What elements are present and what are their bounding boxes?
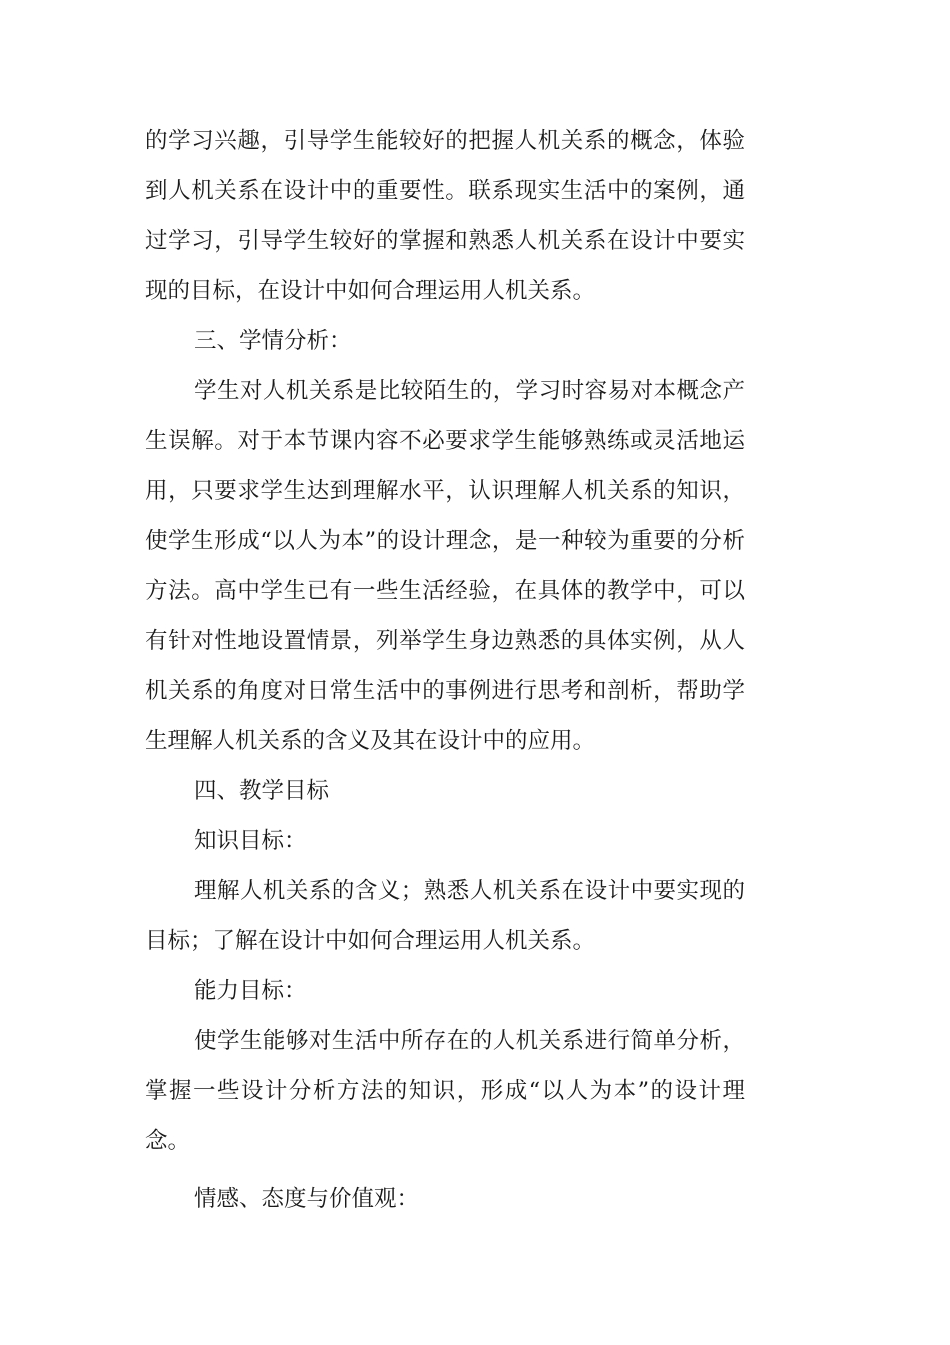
paragraph-learning-analysis: 学生对人机关系是比较陌生的，学习时容易对本概念产生误解。对于本节课内容不必要求学生能够熟练或灵活地运用，只要求学生达到理解水平，认识理解人机关系的知识，使学生形成“以人为本”的设计理念，是一种较为重要的分析方法。高中学生已有一些生活经验，在具体的教学中，可以有针对性地设置情景，列举学生身边熟悉的具体实例，从人机关系的角度对日常生活中的事例进行思考和剖析，帮助学生理解人机关系的含义及其在设计中的应用。 — [145, 378, 745, 754]
heading-emotion-goals: 情感、态度与价值观： — [194, 1186, 420, 1212]
paragraph-ability-goals: 使学生能够对生活中所存在的人机关系进行简单分析，掌握一些设计分析方法的知识，形成“以人为本”的设计理念。 — [145, 1028, 745, 1154]
document-body — [145, 116, 745, 1224]
heading-ability-goals: 能力目标： — [194, 978, 307, 1004]
paragraph-knowledge-goals: 理解人机关系的含义；熟悉人机关系在设计中要实现的目标；了解在设计中如何合理运用人机关系。 — [145, 878, 745, 954]
heading-knowledge-goals: 知识目标： — [194, 828, 307, 854]
heading-learning-analysis: 三、学情分析： — [194, 328, 352, 354]
heading-teaching-goals: 四、教学目标 — [194, 778, 330, 804]
paragraph-intro: 的学习兴趣，引导学生能较好的把握人机关系的概念，体验到人机关系在设计中的重要性。联系现实生活中的案例，通过学习，引导学生较好的掌握和熟悉人机关系在设计中要实现的目标，在设计中如何合理运用人机关系。 — [145, 128, 745, 304]
